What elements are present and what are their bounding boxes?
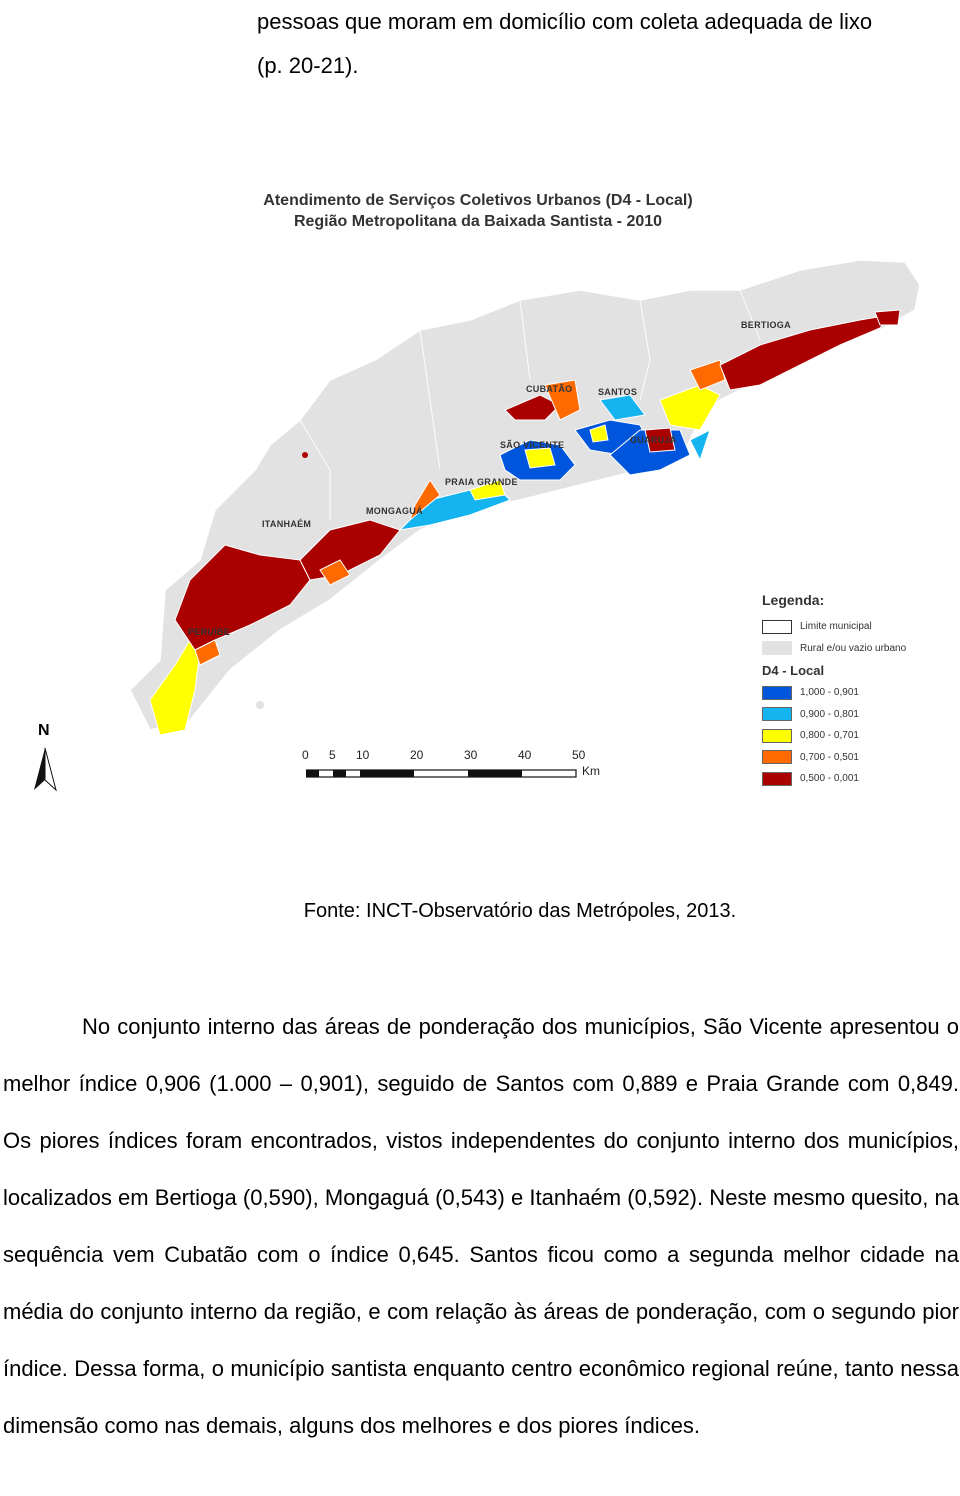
label-mongagua: MONGAGUÁ xyxy=(366,506,423,516)
legend-label-rural: Rural e/ou vazio urbano xyxy=(800,642,907,654)
figure-source: Fonte: INCT-Observatório das Metrópoles, 2013. xyxy=(303,900,737,922)
legend-class-swatch xyxy=(762,750,792,764)
north-arrow-icon xyxy=(30,722,62,794)
scale-tick-label: 10 xyxy=(356,748,370,762)
legend-label-limit: Limite municipal xyxy=(800,621,872,633)
scale-tick-label: 40 xyxy=(518,748,532,762)
legend-class-swatch xyxy=(762,772,792,786)
top-paragraph-line-1: pessoas que moram em domicílio com coleta adequada de lixo xyxy=(257,9,873,34)
map-title-line-1: Atendimento de Serviços Coletivos Urbanos (D4 - Local) xyxy=(263,192,693,209)
top-paragraph-line-2: (p. 20-21). xyxy=(257,53,359,78)
scale-bar xyxy=(300,748,610,782)
legend-class-row xyxy=(762,725,952,747)
scale-tick-label: 50 xyxy=(572,748,586,762)
label-itanhaem: ITANHAÉM xyxy=(262,519,312,529)
scale-tick-label: 0 xyxy=(302,748,309,762)
legend-class-row xyxy=(762,747,952,769)
north-arrow xyxy=(30,722,62,794)
legend-row-limit xyxy=(762,616,952,638)
map-legend xyxy=(762,592,952,790)
map-title-line-2: Região Metropolitana da Baixada Santista - 2010 xyxy=(293,213,663,230)
label-sao-vicente: SÃO VICENTE xyxy=(500,440,565,450)
scale-tick-label: 30 xyxy=(464,748,478,762)
legend-class-row xyxy=(762,682,952,704)
scale-tick-label: 5 xyxy=(329,748,336,762)
label-cubatao: CUBATÃO xyxy=(526,384,573,394)
legend-class-swatch xyxy=(762,707,792,721)
body-paragraph-text: No conjunto interno das áreas de ponderação dos municípios, São Vicente apresentou o melhor índice 0,906 (1.000 – 0,901), seguido de Santos com 0,889 e Praia Grande com 0,849. Os piores índices foram encontrados, vistos independentes do conjunto interno dos municípios, localizados em Bertioga (0,590), Mongaguá (0,543) e Itanhaém (0,592). Neste mesmo quesito, na sequência vem Cubatão com o índice 0,645. Santos ficou como a segunda melhor cidade na média do conjunto interno da região, e com relação às áreas de ponderação, com o segundo pior índice. Dessa forma, o município santista enquanto centro econômico regional reúne, tanto nessa dimensão como nas demais, alguns dos melhores e dos piores índices. xyxy=(3,1014,959,1438)
scale-bar-graphic xyxy=(306,768,596,780)
legend-title: Legenda: xyxy=(762,592,825,608)
label-praia-grande: PRAIA GRANDE xyxy=(445,477,518,487)
label-peruibe: PERUÍBE xyxy=(188,627,231,637)
legend-class-row xyxy=(762,768,952,790)
label-santos: SANTOS xyxy=(598,387,638,397)
legend-class-label: 0,700 - 0,501 xyxy=(800,751,859,763)
legend-class-swatch xyxy=(762,729,792,743)
legend-class-label: 0,900 - 0,801 xyxy=(800,708,859,720)
scale-unit: Km xyxy=(582,764,600,778)
legend-class-swatch xyxy=(762,686,792,700)
label-bertioga: BERTIOGA xyxy=(741,320,791,330)
legend-subtitle: D4 - Local xyxy=(762,663,825,678)
legend-swatch-limit xyxy=(762,620,792,634)
north-label: N xyxy=(38,722,50,739)
legend-class-label: 1,000 - 0,901 xyxy=(800,687,859,699)
legend-classes xyxy=(762,682,952,790)
scale-tick-label: 20 xyxy=(410,748,424,762)
legend-class-label: 0,800 - 0,701 xyxy=(800,730,859,742)
label-guaruja: GUARUJÁ xyxy=(630,435,677,445)
legend-class-row xyxy=(762,704,952,726)
legend-class-label: 0,500 - 0,001 xyxy=(800,773,859,785)
legend-swatch-rural xyxy=(762,641,792,655)
body-paragraph xyxy=(3,998,959,1454)
legend-row-rural xyxy=(762,638,952,660)
